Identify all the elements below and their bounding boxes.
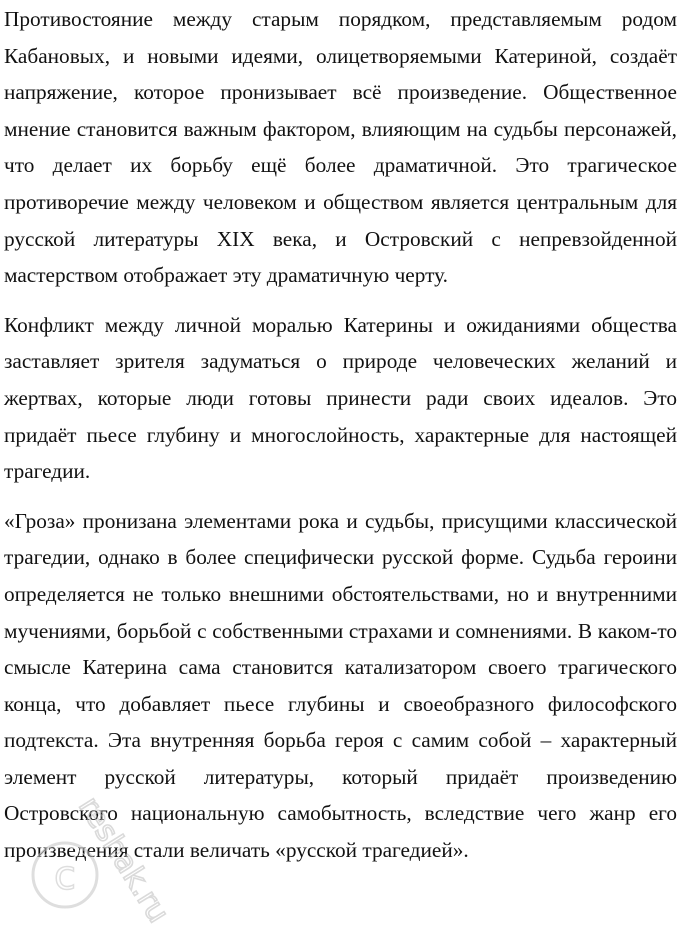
watermark-text: reshak.ru	[71, 790, 170, 925]
paragraph-2: Конфликт между личной моралью Катерины и ожиданиями общества заставляет зрителя задуматься о природе человеческих желаний и жертвах, которые люди готовы принести ради своих идеалов. Это придаёт пьесе глубину и многослойность, характерные для настоящей трагедии.	[4, 312, 677, 484]
paragraph-1: Противостояние между старым порядком, представляемым родом Кабановых, и новыми идеями, олицетворяемыми Катериной, создаёт напряжение, которое пронизывает всё произведение. Общественное мнение становится важным фактором, влияющим на судьбы персонажей, что делает их борьбу ещё более драматичной. Это трагическое противоречие между человеком и обществом является центральным для русской литературы XIX века, и Островский с непревзойденной мастерством отображает эту драматичную черту.	[4, 7, 677, 288]
document-body	[4, 1, 677, 882]
paragraph-3: «Гроза» пронизана элементами рока и судьбы, присущими классической трагедии, однако в более специфически русской форме. Судьба героини определяется не только внешними обстоятельствами, но и внутренними мучениями, борьбой с собственными страхами и сомнениями. В каком-то смысле Катерина сама становится катализатором своего трагического конца, что добавляет пьесе глубины и своеобразного философского подтекста. Эта внутренняя борьба героя с самим собой – характерный элемент русской литературы, который придаёт произведению Островского национальную самобытность, вследствие чего жанр его произведения стали величать «русской трагедией».	[4, 508, 677, 863]
svg-text:c: c	[54, 853, 76, 899]
